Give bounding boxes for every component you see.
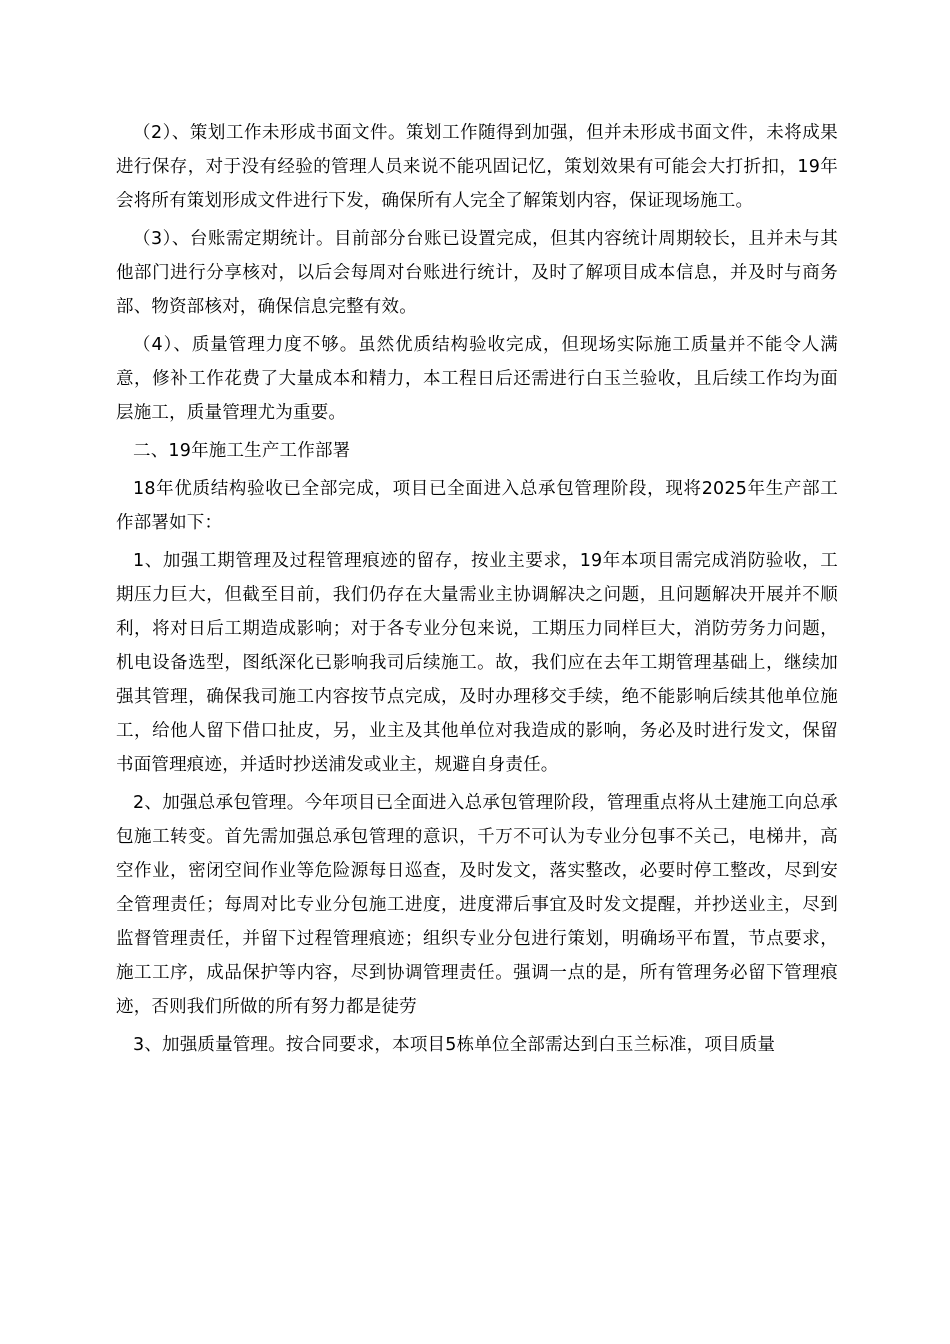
paragraph-quality-management-issue: （4）、质量管理力度不够。虽然优质结构验收完成，但现场实际施工质量并不能令人满意，修补工作花费了大量成本和精力，本工程日后还需进行白玉兰验收，且后续工作均为面层施工，质量管理尤为重要。 [116, 335, 838, 423]
paragraph-ledger-statistics: （3）、台账需定期统计。目前部分台账已设置完成，但其内容统计周期较长，且并未与其他部门进行分享核对，以后会每周对台账进行统计，及时了解项目成本信息，并及时与商务部、物资部核对，确保信息完整有效。 [116, 229, 838, 317]
paragraph-schedule-management: 1、加强工期管理及过程管理痕迹的留存，按业主要求，19年本项目需完成消防验收，工期压力巨大，但截至目前，我们仍存在大量需业主协调解决之问题，且问题解决开展并不顺利，将对日后工期造成影响；对于各专业分包来说，工期压力同样巨大，消防劳务力问题，机电设备选型，图纸深化已影响我司后续施工。故，我们应在去年工期管理基础上，继续加强其管理，确保我司施工内容按节点完成，及时办理移交手续，绝不能影响后续其他单位施工，给他人留下借口扯皮，另，业主及其他单位对我造成的影响，务必及时进行发文，保留书面管理痕迹，并适时抄送浦发或业主，规避自身责任。 [116, 551, 838, 775]
section-heading: 二、19年施工生产工作部署 [133, 441, 351, 461]
paragraph-quality-management: 3、加强质量管理。按合同要求，本项目5栋单位全部需达到白玉兰标准，项目质量 [133, 1035, 776, 1055]
paragraph-general-contracting: 2、加强总承包管理。今年项目已全面进入总承包管理阶段，管理重点将从土建施工向总承包施工转变。首先需加强总承包管理的意识，千万不可认为专业分包事不关己，电梯井，高空作业，密闭空间作业等危险源每日巡查，及时发文，落实整改，必要时停工整改，尽到安全管理责任；每周对比专业分包施工进度，进度滞后事宜及时发文提醒，并抄送业主，尽到监督管理责任，并留下过程管理痕迹；组织专业分包进行策划，明确场平布置，节点要求，施工工序，成品保护等内容，尽到协调管理责任。强调一点的是，所有管理务必留下管理痕迹，否则我们所做的所有努力都是徒劳 [116, 793, 838, 1017]
document-body [116, 116, 838, 1066]
paragraph-intro: 18年优质结构验收已全部完成，项目已全面进入总承包管理阶段，现将2025年生产部工作部署如下： [116, 479, 838, 533]
paragraph-planning-docs: （2）、策划工作未形成书面文件。策划工作随得到加强，但并未形成书面文件，未将成果进行保存，对于没有经验的管理人员来说不能巩固记忆，策划效果有可能会大打折扣，19年会将所有策划形成文件进行下发，确保所有人完全了解策划内容，保证现场施工。 [116, 123, 838, 211]
